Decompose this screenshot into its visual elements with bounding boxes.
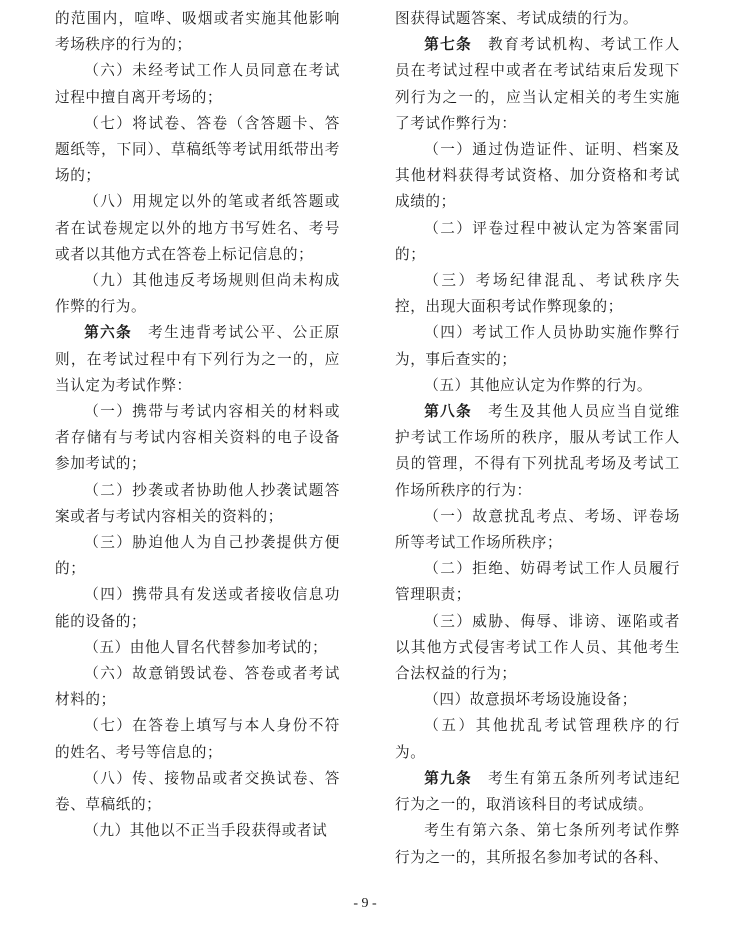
paragraph: （二）抄袭或者协助他人抄袭试题答案或者与考试内容相关的资料的； — [55, 481, 340, 525]
article-text: 教育考试机构、考试工作人员在考试过程中或者在考试结束后发现下列行为之一的，应当认定相关的考生实施了考试作弊行为： — [395, 36, 680, 132]
page-number: - 9 - — [353, 896, 377, 911]
left-column — [55, 6, 340, 845]
paragraph: （一）携带与考试内容相关的材料或者存储有与考试内容相关资料的电子设备参加考试的； — [55, 403, 340, 473]
paragraph: （一）通过伪造证件、证明、档案及其他材料获得考试资格、加分资格和考试成绩的； — [395, 141, 680, 211]
paragraph: （五）其他应认定为作弊的行为。 — [424, 376, 653, 394]
paragraph: （八）用规定以外的笔或者纸答题或者在试卷规定以外的地方书写姓名、考号或者以其他方式在答卷上标记信息的； — [55, 193, 340, 263]
article-9 — [395, 766, 680, 818]
paragraph: （五）其他扰乱考试管理秩序的行为。 — [395, 717, 680, 761]
article-text: 考生违背考试公平、公正原则，在考试过程中有下列行为之一的，应当认定为考试作弊： — [55, 324, 340, 394]
paragraph: （七）将试卷、答卷（含答题卡、答题纸等，下同）、草稿纸等考试用纸带出考场的； — [55, 114, 340, 185]
article-text: 考生及其他人员应当自觉维护考试工作场所的秩序，服从考试工作人员的管理，不得有下列扰乱考场及考试工作场所秩序的行为： — [395, 403, 680, 499]
paragraph: （三）胁迫他人为自己抄袭提供方便的； — [55, 534, 340, 578]
paragraph: （四）考试工作人员协助实施作弊行为，事后查实的； — [395, 324, 680, 368]
paragraph: （三）考场纪律混乱、考试秩序失控，出现大面积考试作弊现象的； — [395, 272, 680, 316]
article-7 — [395, 32, 680, 137]
paragraph: （七）在答卷上填写与本人身份不符的姓名、考号等信息的； — [55, 717, 340, 761]
paragraph: （六）未经考试工作人员同意在考试过程中擅自离开考场的； — [55, 62, 340, 106]
article-heading: 第九条 — [424, 769, 473, 787]
article-heading: 第八条 — [424, 403, 473, 421]
paragraph: （八）传、接物品或者交换试卷、答卷、草稿纸的； — [55, 769, 340, 814]
article-6 — [55, 320, 340, 399]
paragraph: （九）其他违反考场规则但尚未构成作弊的行为。 — [55, 272, 340, 316]
article-heading: 第七条 — [424, 36, 473, 54]
paragraph: （三）威胁、侮辱、诽谤、诬陷或者以其他方式侵害考试工作人员、其他考生合法权益的行为； — [395, 612, 680, 683]
article-text: 考生有第五条所列考试违纪行为之一的，取消该科目的考试成绩。 — [395, 769, 680, 814]
paragraph: （五）由他人冒名代替参加考试的； — [84, 638, 328, 656]
paragraph: 图获得试题答案、考试成绩的行为。 — [395, 10, 639, 27]
paragraph: 考生有第六条、第七条所列考试作弊行为之一的，其所报名参加考试的各科、 — [395, 822, 680, 866]
paragraph: （一）故意扰乱考点、考场、评卷场所等考试工作场所秩序； — [395, 507, 680, 552]
paragraph: 的范围内，喧哗、吸烟或者实施其他影响考场秩序的行为的； — [55, 10, 340, 54]
paragraph: （二）评卷过程中被认定为答案雷同的； — [395, 219, 680, 263]
paragraph: （四）故意损坏考场设施设备； — [424, 691, 637, 709]
article-heading: 第六条 — [84, 324, 133, 342]
article-8 — [395, 399, 680, 504]
paragraph: （四）携带具有发送或者接收信息功能的设备的； — [55, 586, 340, 630]
paragraph: （六）故意销毁试卷、答卷或者考试材料的； — [55, 665, 340, 709]
right-column — [395, 6, 680, 871]
paragraph: （二）拒绝、妨碍考试工作人员履行管理职责； — [395, 560, 680, 604]
paragraph: （九）其他以不正当手段获得或者试 — [84, 822, 328, 840]
